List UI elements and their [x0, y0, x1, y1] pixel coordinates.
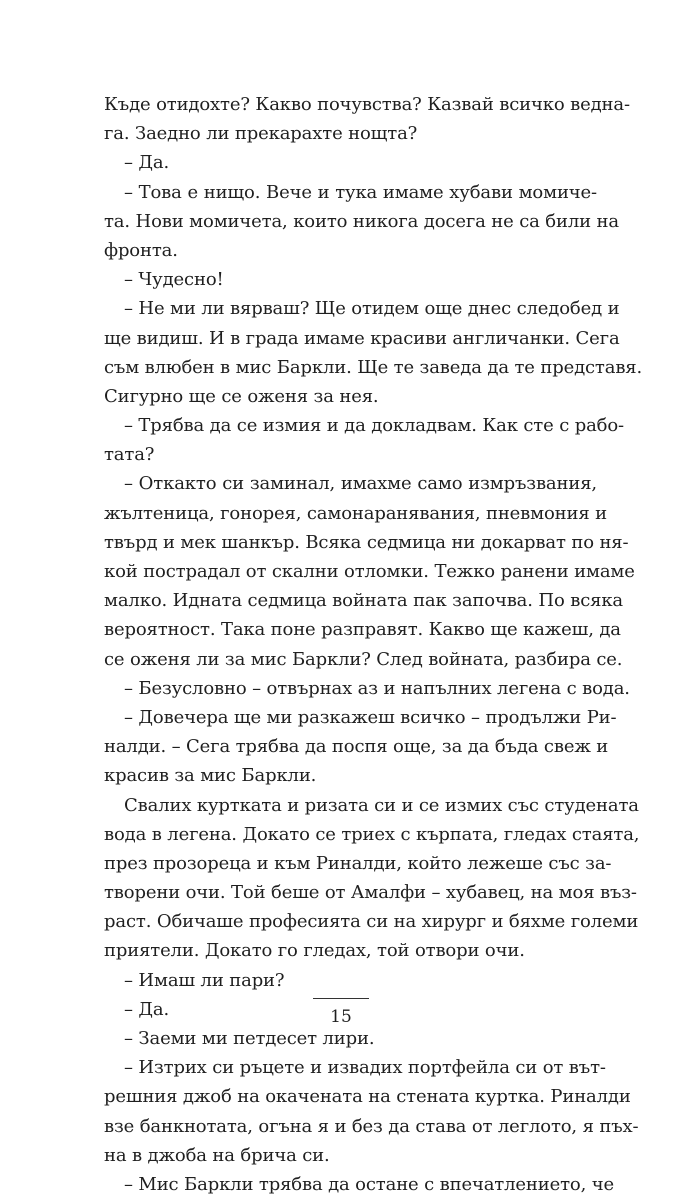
text-line: Сигурно ще се оженя за нея. [104, 385, 379, 407]
text-line: – Чудесно! [124, 269, 224, 291]
text-line: – Трябва да се измия и да докладвам. Как сте с рабо- [124, 415, 624, 437]
book-page-body [104, 90, 643, 1199]
text-line: – Безусловно – отвърнах аз и напълних легена с вода. [124, 677, 630, 699]
text-line: вероятност. Така поне разправят. Какво ще кажеш, да [104, 619, 621, 641]
text-line: та. Нови момичета, които никога досега не са били на [104, 210, 619, 232]
text-line: творени очи. Той беше от Амалфи – хубавец, на моя въз- [104, 882, 637, 904]
text-line: твърд и мек шанкър. Всяка седмица ни докарват по ня- [104, 531, 629, 553]
text-line: – Това е нищо. Вече и тука имаме хубави момиче- [124, 181, 597, 203]
text-line: – Мис Баркли трябва да остане с впечатлението, че [124, 1173, 614, 1195]
text-line: приятели. Докато го гледах, той отвори очи. [104, 940, 525, 962]
text-line: вода в легена. Докато се триех с кърпата, гледах стаята, [104, 823, 640, 845]
text-line: съм влюбен в мис Баркли. Ще те заведа да те представя. [104, 356, 643, 378]
text-line: кой пострадал от скални отломки. Тежко ранени имаме [104, 561, 635, 582]
text-line: – Довечера ще ми разкажеш всичко – продължи Ри- [124, 706, 617, 728]
text-line: жълтеница, гонорея, самонаранявания, пневмония и [104, 502, 608, 524]
text-line: налди. – Сега трябва да поспя още, за да бъда свеж и [104, 736, 609, 758]
text-line: – Заеми ми петдесет лири. [124, 1028, 375, 1049]
text-line: – Изтрих си ръцете и извадих портфейла си от вът- [124, 1057, 606, 1079]
text-line: на в джоба на бричa си. [104, 1144, 330, 1166]
text-line: красив за мис Баркли. [104, 765, 317, 787]
text-line: – Имаш ли пари? [124, 969, 285, 991]
text-line: тата? [104, 444, 155, 466]
text-line: – Не ми ли вярваш? Ще отидем още днес следобед и [124, 298, 620, 320]
text-line: взе банкнотата, огъна я и без да става от леглото, я пъх- [104, 1115, 639, 1137]
text-line: ще видиш. И в града имаме красиви англичанки. Сега [104, 327, 620, 349]
text-line: фронта. [104, 239, 178, 261]
text-line: – Да. [124, 998, 170, 1020]
text-line: Свалих куртката и ризата си и се измих със студената [124, 794, 639, 816]
text-line: решния джоб на окачената на стената куртка. Риналди [104, 1086, 631, 1108]
text-line: га. Заедно ли прекарахте нощта? [104, 123, 418, 145]
text-line: малко. Идната седмица войната пак започва. По всяка [104, 590, 624, 612]
text-line: – Откакто си заминал, имахме само измръзвания, [124, 473, 597, 495]
page-number: 15 [330, 1007, 352, 1027]
text-line: Къде отидохте? Какво почувства? Казвай всичко ведна- [104, 94, 630, 115]
text-line: раст. Обичаше професията си на хирург и бяхме големи [104, 911, 639, 933]
text-line: през прозореца и към Риналди, който лежеше със за- [104, 852, 612, 874]
text-line: – Да. [124, 152, 170, 174]
footer-divider [313, 998, 369, 999]
text-line: се оженя ли за мис Баркли? След войната, разбира се. [104, 648, 623, 670]
